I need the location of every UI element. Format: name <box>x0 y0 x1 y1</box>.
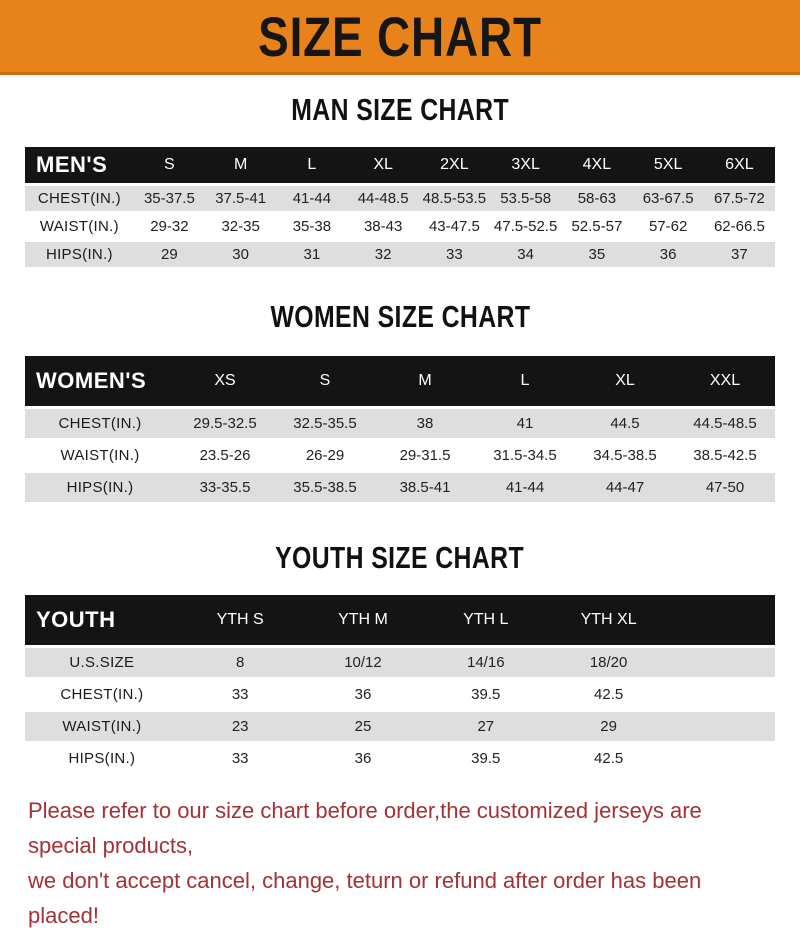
size-value: 37.5-41 <box>205 185 276 213</box>
measurement-label: U.S.SIZE <box>25 647 179 679</box>
size-value: 29 <box>134 241 205 268</box>
size-column-header: XL <box>348 147 419 185</box>
size-value: 34 <box>490 241 561 268</box>
table-row <box>25 711 775 743</box>
size-value: 57-62 <box>633 213 704 241</box>
size-value: 39.5 <box>424 743 547 774</box>
size-column-header: XXL <box>675 356 775 408</box>
filler-cell <box>670 679 775 711</box>
size-value: 44.5 <box>575 408 675 440</box>
women-size-table <box>25 356 775 502</box>
disclaimer-line-1: Please refer to our size chart before order,the customized jerseys are special products, <box>28 798 702 858</box>
size-value: 37 <box>704 241 775 268</box>
women-size-section <box>0 299 800 502</box>
size-column-header: YTH M <box>302 595 425 647</box>
size-value: 39.5 <box>424 679 547 711</box>
size-column-header: 6XL <box>704 147 775 185</box>
size-value: 26-29 <box>275 440 375 472</box>
table-row <box>25 241 775 268</box>
men-table-header <box>25 147 775 185</box>
table-group-label: YOUTH <box>25 595 179 647</box>
youth-size-section <box>0 540 800 773</box>
youth-table-body <box>25 647 775 774</box>
size-value: 38.5-41 <box>375 472 475 503</box>
size-column-header: 2XL <box>419 147 490 185</box>
measurement-label: WAIST(IN.) <box>25 711 179 743</box>
banner-title: SIZE CHART <box>258 4 542 68</box>
size-value: 10/12 <box>302 647 425 679</box>
size-column-header: XS <box>175 356 275 408</box>
size-column-header: S <box>134 147 205 185</box>
youth-section-heading-text: YOUTH SIZE CHART <box>275 540 525 575</box>
size-value: 38.5-42.5 <box>675 440 775 472</box>
measurement-label: CHEST(IN.) <box>25 679 179 711</box>
size-value: 8 <box>179 647 302 679</box>
men-section-heading-text: MAN SIZE CHART <box>291 92 509 127</box>
table-row <box>25 679 775 711</box>
size-value: 36 <box>633 241 704 268</box>
youth-size-table <box>25 595 775 773</box>
size-value: 36 <box>302 679 425 711</box>
table-group-label: WOMEN'S <box>25 356 175 408</box>
size-value: 35.5-38.5 <box>275 472 375 503</box>
table-row <box>25 647 775 679</box>
size-value: 53.5-58 <box>490 185 561 213</box>
size-value: 35-37.5 <box>134 185 205 213</box>
size-value: 25 <box>302 711 425 743</box>
men-size-section <box>0 92 800 267</box>
men-section-heading <box>0 92 800 128</box>
women-section-heading-text: WOMEN SIZE CHART <box>270 299 530 334</box>
size-value: 32.5-35.5 <box>275 408 375 440</box>
table-row <box>25 440 775 472</box>
measurement-label: CHEST(IN.) <box>25 408 175 440</box>
size-value: 42.5 <box>547 743 670 774</box>
size-column-header: YTH S <box>179 595 302 647</box>
size-value: 29.5-32.5 <box>175 408 275 440</box>
measurement-label: HIPS(IN.) <box>25 241 134 268</box>
size-value: 33 <box>179 679 302 711</box>
size-value: 42.5 <box>547 679 670 711</box>
size-value: 44.5-48.5 <box>675 408 775 440</box>
size-value: 63-67.5 <box>633 185 704 213</box>
filler-cell <box>670 647 775 679</box>
size-value: 32 <box>348 241 419 268</box>
size-column-header: 3XL <box>490 147 561 185</box>
table-row <box>25 743 775 774</box>
size-value: 58-63 <box>561 185 632 213</box>
size-value: 33 <box>179 743 302 774</box>
women-section-heading <box>0 299 800 335</box>
measurement-label: CHEST(IN.) <box>25 185 134 213</box>
women-table-body <box>25 408 775 503</box>
size-value: 36 <box>302 743 425 774</box>
table-row <box>25 408 775 440</box>
filler-cell <box>670 711 775 743</box>
size-chart-banner <box>0 0 800 75</box>
size-value: 38 <box>375 408 475 440</box>
size-value: 29 <box>547 711 670 743</box>
size-value: 23.5-26 <box>175 440 275 472</box>
youth-header-row <box>25 595 775 647</box>
size-value: 44-47 <box>575 472 675 503</box>
order-disclaimer-note <box>0 793 800 933</box>
size-value: 29-32 <box>134 213 205 241</box>
size-value: 23 <box>179 711 302 743</box>
size-column-header: L <box>475 356 575 408</box>
size-column-header: 4XL <box>561 147 632 185</box>
measurement-label: HIPS(IN.) <box>25 743 179 774</box>
size-value: 62-66.5 <box>704 213 775 241</box>
size-value: 41-44 <box>276 185 347 213</box>
table-group-label: MEN'S <box>25 147 134 185</box>
size-value: 47.5-52.5 <box>490 213 561 241</box>
size-value: 44-48.5 <box>348 185 419 213</box>
size-value: 31.5-34.5 <box>475 440 575 472</box>
size-value: 31 <box>276 241 347 268</box>
size-column-header: YTH L <box>424 595 547 647</box>
measurement-label: WAIST(IN.) <box>25 213 134 241</box>
size-value: 34.5-38.5 <box>575 440 675 472</box>
table-row <box>25 185 775 213</box>
filler-cell <box>670 743 775 774</box>
disclaimer-line-2: we don't accept cancel, change, teturn or refund after order has been placed! <box>28 868 702 928</box>
men-table-body <box>25 185 775 268</box>
size-column-header: L <box>276 147 347 185</box>
men-size-table <box>25 147 775 267</box>
size-value: 14/16 <box>424 647 547 679</box>
size-value: 33 <box>419 241 490 268</box>
women-table-header <box>25 356 775 408</box>
size-value: 43-47.5 <box>419 213 490 241</box>
size-column-header: M <box>375 356 475 408</box>
size-value: 35 <box>561 241 632 268</box>
size-value: 38-43 <box>348 213 419 241</box>
size-value: 27 <box>424 711 547 743</box>
youth-table-header <box>25 595 775 647</box>
size-value: 41 <box>475 408 575 440</box>
filler-cell <box>670 595 775 647</box>
size-value: 32-35 <box>205 213 276 241</box>
size-value: 33-35.5 <box>175 472 275 503</box>
women-header-row <box>25 356 775 408</box>
size-value: 52.5-57 <box>561 213 632 241</box>
size-column-header: 5XL <box>633 147 704 185</box>
measurement-label: HIPS(IN.) <box>25 472 175 503</box>
size-value: 30 <box>205 241 276 268</box>
size-value: 35-38 <box>276 213 347 241</box>
size-value: 18/20 <box>547 647 670 679</box>
men-header-row <box>25 147 775 185</box>
size-column-header: YTH XL <box>547 595 670 647</box>
youth-section-heading <box>0 540 800 576</box>
size-value: 29-31.5 <box>375 440 475 472</box>
size-column-header: XL <box>575 356 675 408</box>
size-column-header: M <box>205 147 276 185</box>
size-column-header: S <box>275 356 375 408</box>
size-value: 41-44 <box>475 472 575 503</box>
measurement-label: WAIST(IN.) <box>25 440 175 472</box>
table-row <box>25 472 775 503</box>
size-value: 47-50 <box>675 472 775 503</box>
size-value: 67.5-72 <box>704 185 775 213</box>
table-row <box>25 213 775 241</box>
size-value: 48.5-53.5 <box>419 185 490 213</box>
